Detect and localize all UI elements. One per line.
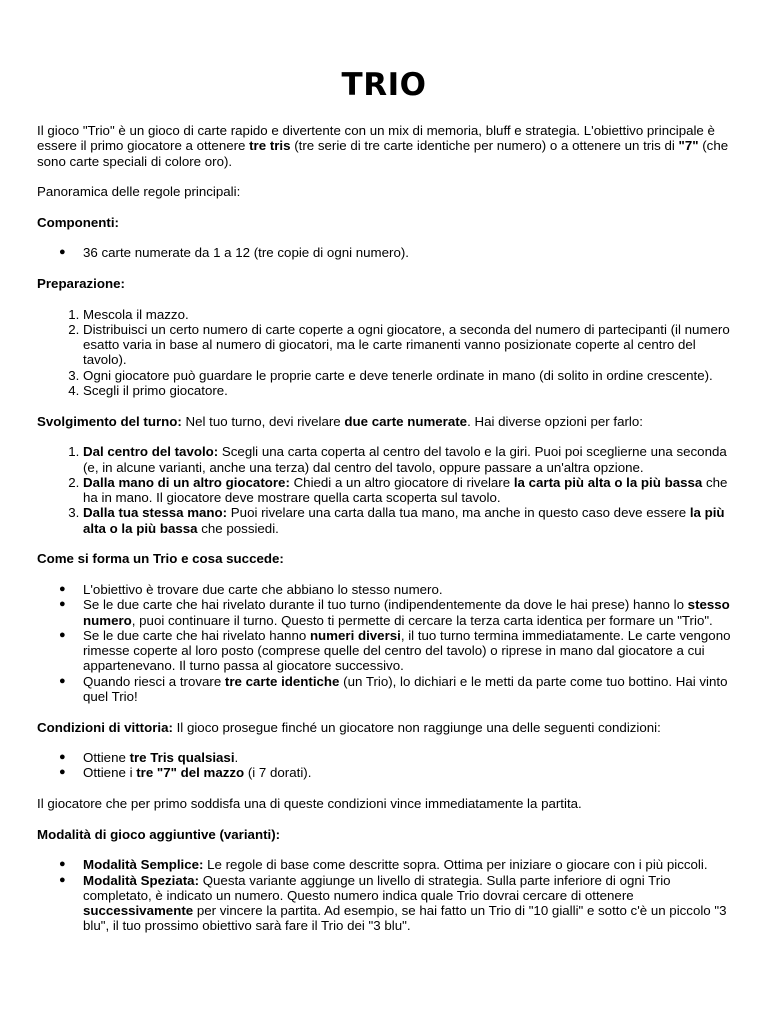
turn-options-list xyxy=(37,444,737,536)
intro-paragraph: Il gioco "Trio" è un gioco di carte rapido e divertente con un mix di memoria, bluff e strategia. L'obiettivo principale è essere il primo giocatore a ottenere tre tris (tre serie di tre carte identiche per numero) o a ottenere un tris di "7" (che sono carte speciali di colore oro). xyxy=(37,123,729,169)
victory-after-paragraph: Il giocatore che per primo soddisfa una di queste condizioni vince immediatamente la partita. xyxy=(37,796,582,812)
victory-paragraph: Condizioni di vittoria: Il gioco prosegue finché un giocatore non raggiunge una delle seguenti condizioni: xyxy=(37,719,661,735)
components-heading: Componenti: xyxy=(37,214,119,230)
overview-paragraph: Panoramica delle regole principali: xyxy=(37,184,241,200)
list-item: 3. Ogni giocatore può guardare le proprie carte e deve tenerle ordinate in mano (di solito in ordine crescente). xyxy=(83,368,737,383)
list-item: 1. Mescola il mazzo. xyxy=(83,307,737,322)
list-item: 4. Scegli il primo giocatore. xyxy=(83,383,737,398)
document-body xyxy=(37,123,737,949)
list-item: ● L'obiettivo è trovare due carte che abbiano lo stesso numero. xyxy=(83,582,737,597)
list-item: ● Se le due carte che hai rivelato hanno numeri diversi, il tuo turno termina immediatamente. Le carte vengono rimesse coperte al loro posto (comprese quelle del centro del tavolo) o riprese in mano dal giocatore a cui appartenevano. Il turno passa al giocatore successivo. xyxy=(83,628,737,674)
list-item: ● Ottiene i tre "7" del mazzo (i 7 dorati). xyxy=(83,765,737,780)
list-item: ● Ottiene tre Tris qualsiasi. xyxy=(83,750,737,765)
list-item: 3. Dalla tua stessa mano: Puoi rivelare una carta dalla tua mano, ma anche in questo caso deve essere la più alta o la più bassa che possiedi. xyxy=(83,505,737,536)
list-item: ● Quando riesci a trovare tre carte identiche (un Trio), lo dichiari e le metti da parte come tuo bottino. Hai vinto quel Trio! xyxy=(83,674,737,705)
list-item: 2. Distribuisci un certo numero di carte coperte a ogni giocatore, a seconda del numero di partecipanti (il numero esatto varia in base al numero di giocatori, ma le carte rimanenti vanno posizionate coperte al centro del tavolo). xyxy=(83,322,737,368)
turn-paragraph: Svolgimento del turno: Nel tuo turno, devi rivelare due carte numerate. Hai diverse opzioni per farlo: xyxy=(37,413,643,429)
list-item: ● Se le due carte che hai rivelato durante il tuo turno (indipendentemente da dove le hai prese) hanno lo stesso numero, puoi continuare il turno. Questo ti permette di cercare la terza carta identica per formare un "Trio". xyxy=(83,597,737,628)
list-item: ● Modalità Speziata: Questa variante aggiunge un livello di strategia. Sulla parte inferiore di ogni Trio completato, è indicato un numero. Questo numero indica quale Trio dovrai cercare di ottenere successivamente per vincere la partita. Ad esempio, se hai fatto un Trio di "10 gialli" e sotto c'è un piccolo "3 blu", il tuo prossimo obiettivo sarà fare il Trio dei "3 blu". xyxy=(83,873,737,934)
list-item: ● Modalità Semplice: Le regole di base come descritte sopra. Ottima per iniziare o giocare con i più piccoli. xyxy=(83,857,737,872)
components-list xyxy=(37,245,737,260)
trio-list xyxy=(37,582,737,704)
trio-heading: Come si forma un Trio e cosa succede: xyxy=(37,551,284,567)
preparation-heading: Preparazione: xyxy=(37,275,125,291)
list-item: 1. Dal centro del tavolo: Scegli una carta coperta al centro del tavolo e la giri. Puoi poi sceglierne una seconda (e, in alcune varianti, anche una terza) dal centro del tavolo, oppure passare a un'altra opzione. xyxy=(83,444,737,475)
variants-list xyxy=(37,857,737,933)
document-title: TRIO xyxy=(341,67,427,103)
preparation-list xyxy=(37,307,737,399)
variants-heading: Modalità di gioco aggiuntive (varianti): xyxy=(37,826,281,842)
list-item: ● 36 carte numerate da 1 a 12 (tre copie di ogni numero). xyxy=(83,245,737,260)
list-item: 2. Dalla mano di un altro giocatore: Chiedi a un altro giocatore di rivelare la carta più alta o la più bassa che ha in mano. Il giocatore deve mostrare quella carta scoperta sul tavolo. xyxy=(83,475,737,506)
victory-list xyxy=(37,750,737,781)
